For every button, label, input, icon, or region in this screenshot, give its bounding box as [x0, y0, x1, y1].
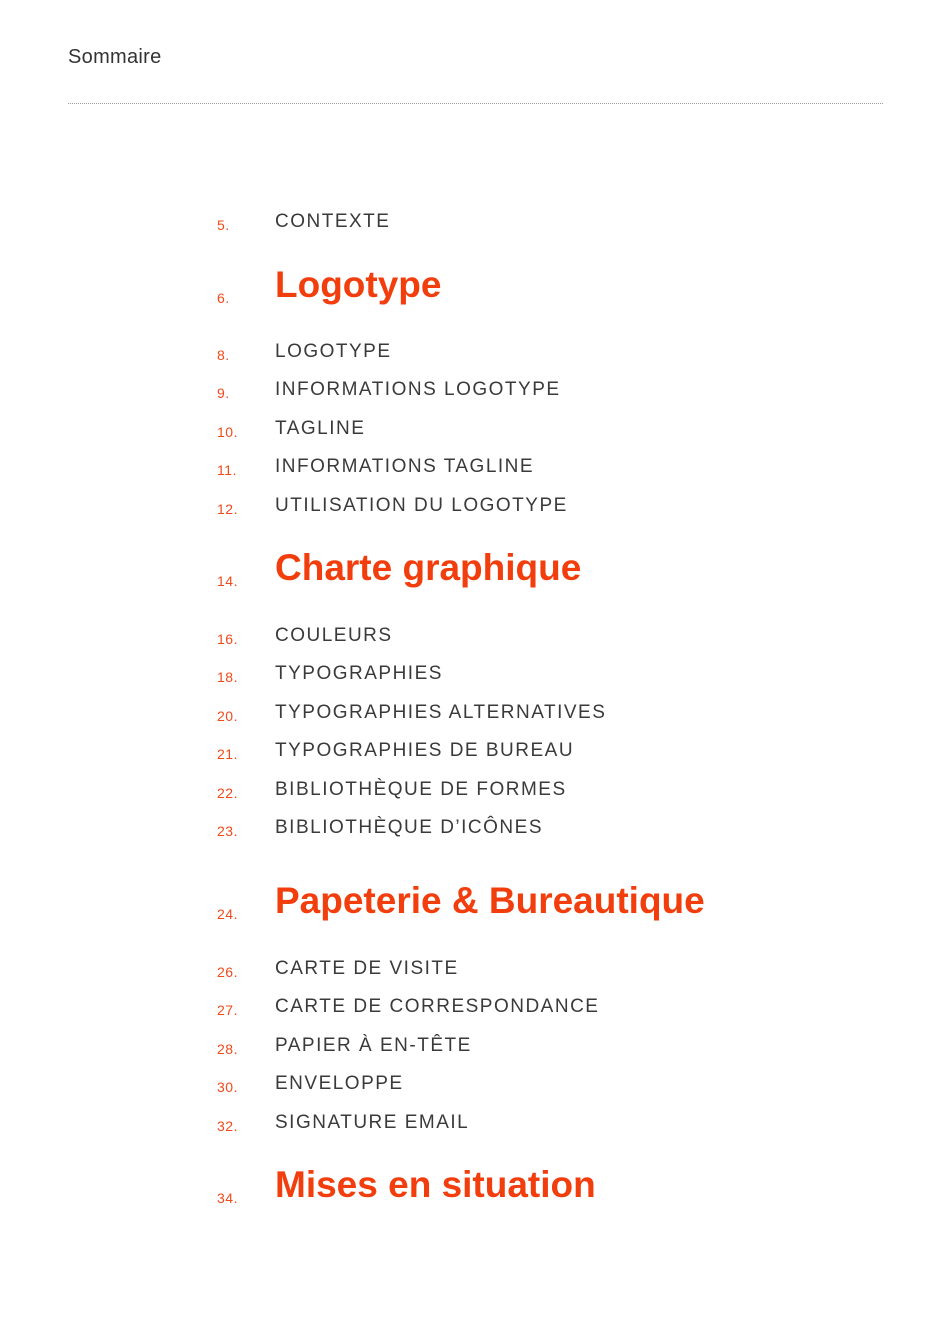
toc-label: BIBLIOTHÈQUE D’ICÔNES — [275, 817, 543, 838]
toc-label: CONTEXTE — [275, 211, 391, 232]
page-title: Sommaire — [68, 46, 162, 68]
toc-page-number: 14. — [217, 573, 238, 589]
toc-entry-signature-email[interactable] — [0, 1106, 950, 1146]
toc-entry-tagline[interactable] — [0, 412, 950, 452]
toc-page-number: 20. — [217, 708, 238, 724]
toc-section-charte-graphique[interactable] — [0, 547, 950, 593]
toc-label: CARTE DE CORRESPONDANCE — [275, 996, 600, 1017]
toc-page-number: 10. — [217, 424, 238, 440]
toc-label: INFORMATIONS TAGLINE — [275, 456, 535, 477]
toc-page-number: 30. — [217, 1079, 238, 1095]
toc-page-number: 12. — [217, 501, 238, 517]
toc-label: BIBLIOTHÈQUE DE FORMES — [275, 779, 567, 800]
toc-page-number: 24. — [217, 906, 238, 922]
toc-page-number: 28. — [217, 1041, 238, 1057]
toc-entry-logotype[interactable] — [0, 335, 950, 375]
toc-entry-typographies-bureau[interactable] — [0, 734, 950, 774]
toc-page-number: 27. — [217, 1002, 238, 1018]
dotted-divider — [68, 103, 883, 104]
toc-entry-contexte[interactable] — [0, 205, 950, 245]
toc-entry-informations-logotype[interactable] — [0, 373, 950, 413]
toc-entry-carte-visite[interactable] — [0, 952, 950, 992]
toc-label: ENVELOPPE — [275, 1073, 404, 1094]
toc-entry-informations-tagline[interactable] — [0, 450, 950, 490]
toc-section-title: Mises en situation — [275, 1164, 596, 1205]
toc-entry-couleurs[interactable] — [0, 619, 950, 659]
toc-section-mises-en-situation[interactable] — [0, 1164, 950, 1210]
toc-label: SIGNATURE EMAIL — [275, 1112, 470, 1133]
toc-entry-carte-correspondance[interactable] — [0, 990, 950, 1030]
toc-page-number: 8. — [217, 347, 230, 363]
toc-label: PAPIER À EN-TÊTE — [275, 1035, 472, 1056]
toc-entry-utilisation-logotype[interactable] — [0, 489, 950, 529]
toc-label: INFORMATIONS LOGOTYPE — [275, 379, 561, 400]
toc-label: TYPOGRAPHIES — [275, 663, 443, 684]
toc-label: TAGLINE — [275, 418, 366, 439]
toc-page-number: 32. — [217, 1118, 238, 1134]
toc-page-number: 16. — [217, 631, 238, 647]
toc-entry-typographies-alternatives[interactable] — [0, 696, 950, 736]
toc-section-title: Logotype — [275, 264, 442, 305]
toc-section-title: Charte graphique — [275, 547, 582, 588]
toc-entry-enveloppe[interactable] — [0, 1067, 950, 1107]
toc-page-number: 6. — [217, 290, 230, 306]
toc-page-number: 9. — [217, 385, 230, 401]
toc-label: COULEURS — [275, 625, 393, 646]
toc-page-number: 11. — [217, 462, 237, 478]
toc-section-papeterie-bureautique[interactable] — [0, 880, 950, 926]
toc-page-number: 26. — [217, 964, 238, 980]
toc-label: LOGOTYPE — [275, 341, 392, 362]
toc-entry-bibliotheque-icones[interactable] — [0, 811, 950, 851]
toc-page-number: 34. — [217, 1190, 238, 1206]
toc-label: CARTE DE VISITE — [275, 958, 459, 979]
toc-label: TYPOGRAPHIES DE BUREAU — [275, 740, 575, 761]
toc-entry-typographies[interactable] — [0, 657, 950, 697]
toc-label: TYPOGRAPHIES ALTERNATIVES — [275, 702, 607, 723]
toc-entry-bibliotheque-formes[interactable] — [0, 773, 950, 813]
toc-entry-papier-en-tete[interactable] — [0, 1029, 950, 1069]
toc-section-logotype[interactable] — [0, 264, 950, 310]
toc-page-number: 22. — [217, 785, 238, 801]
toc-page-number: 5. — [217, 217, 230, 233]
toc-page-number: 23. — [217, 823, 238, 839]
toc-page-number: 21. — [217, 746, 238, 762]
toc-page-number: 18. — [217, 669, 238, 685]
toc-label: UTILISATION DU LOGOTYPE — [275, 495, 568, 516]
toc-section-title: Papeterie & Bureautique — [275, 880, 705, 921]
